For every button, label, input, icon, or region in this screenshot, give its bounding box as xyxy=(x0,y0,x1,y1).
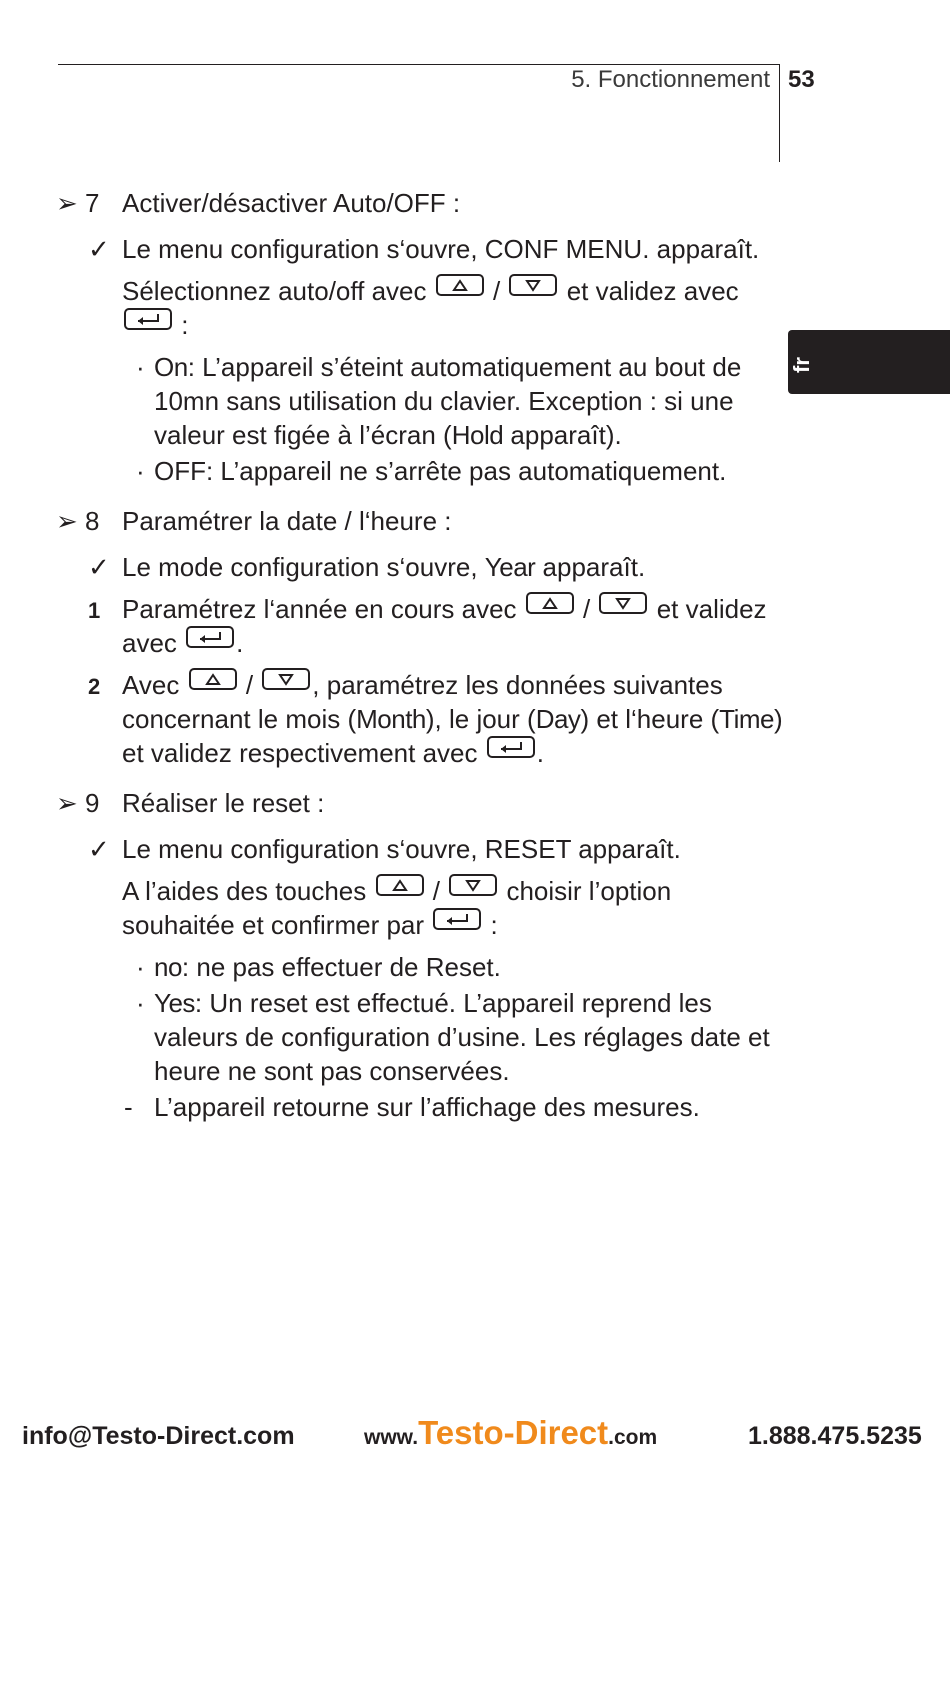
option-off: · OFF: L’appareil ne s’arrête pas automatiquement. xyxy=(136,456,727,486)
check-icon: ✓ xyxy=(88,552,110,582)
numbered-item-1: 1 Paramétrez l‘année en cours avec / et validez avec . xyxy=(88,594,767,658)
enter-key-icon xyxy=(186,626,234,648)
check-item: ✓ Le mode configuration s‘ouvre, Year apparaît. xyxy=(88,552,646,582)
language-tab xyxy=(788,330,950,394)
footer-email-link[interactable]: info@Testo-Direct.com xyxy=(22,1422,295,1450)
step-title: Réaliser le reset : xyxy=(122,788,325,818)
step-marker: ➢ 7 xyxy=(56,188,100,218)
page-number: 53 xyxy=(788,66,815,93)
down-key-icon xyxy=(509,274,557,296)
enter-key-icon xyxy=(124,308,172,330)
step-marker: ➢ 8 xyxy=(56,506,100,536)
instruction-paragraph: Sélectionnez auto/off avec / et validez avec : xyxy=(122,276,739,340)
option-no: · no: ne pas effectuer de Reset. xyxy=(136,952,501,982)
step-8 xyxy=(56,504,786,538)
enter-key-icon xyxy=(433,908,481,930)
page-content xyxy=(56,186,786,1126)
step-title: Paramétrer la date / l‘heure : xyxy=(122,506,452,536)
check-icon: ✓ xyxy=(88,834,110,864)
option-on: · On: L’appareil s’éteint automatiquement au bout de 10mn sans utilisation du clavier. Exception : si une valeur est figée à l’écran (Hold apparaît). xyxy=(136,352,742,450)
enter-key-icon xyxy=(487,736,535,758)
header-divider xyxy=(779,64,780,162)
section-title: 5. Fonctionnement xyxy=(571,66,770,93)
down-key-icon xyxy=(449,874,497,896)
up-key-icon xyxy=(376,874,424,896)
step-9 xyxy=(56,786,786,820)
footer-website-link[interactable]: www.Testo-Direct.com xyxy=(364,1414,658,1451)
check-item: ✓ Le menu configuration s‘ouvre, CONF MENU. apparaît. xyxy=(88,234,760,264)
result-item: - L’appareil retourne sur l’affichage des mesures. xyxy=(124,1092,700,1122)
up-key-icon xyxy=(526,592,574,614)
step-title: Activer/désactiver Auto/OFF : xyxy=(122,188,461,218)
step-marker: ➢ 9 xyxy=(56,788,100,818)
up-key-icon xyxy=(189,668,237,690)
footer-phone: 1.888.475.5235 xyxy=(748,1422,922,1450)
check-item: ✓ Le menu configuration s‘ouvre, RESET apparaît. xyxy=(88,834,681,864)
check-icon: ✓ xyxy=(88,234,110,264)
option-yes: · Yes: Un reset est effectué. L’appareil reprend les valeurs de configuration d’usine. Les réglages date et heure ne sont pas conservées. xyxy=(136,988,770,1086)
down-key-icon xyxy=(599,592,647,614)
instruction-paragraph: A l’aides des touches / choisir l’option souhaitée et confirmer par : xyxy=(122,876,672,940)
language-tab-label: fr xyxy=(789,357,814,373)
footer xyxy=(0,1414,950,1460)
up-key-icon xyxy=(436,274,484,296)
step-7 xyxy=(56,186,786,220)
header-rule xyxy=(58,64,780,65)
down-key-icon xyxy=(262,668,310,690)
numbered-item-2: 2 Avec / , paramétrez les données suivantes concernant le mois (Month), le jour (Day) et l‘heure (Time) et validez respectivement avec . xyxy=(88,670,783,768)
